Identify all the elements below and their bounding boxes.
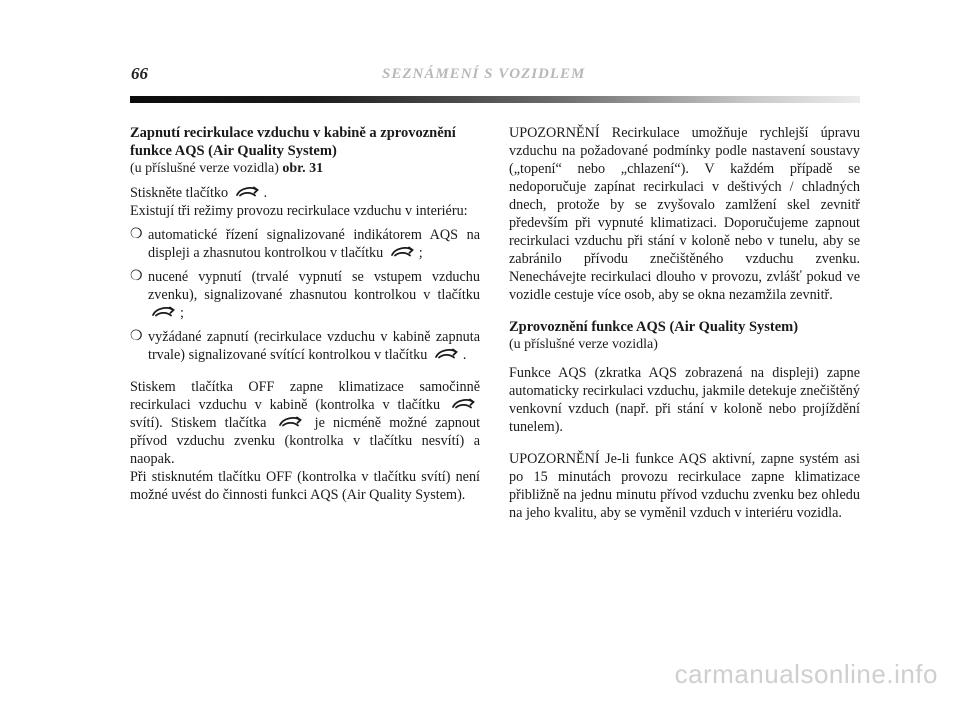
press-text: Stiskněte tlačítko [130,185,229,201]
page-number: 66 [131,64,148,83]
paragraph-text: svítí). Stiskem tlačítka [130,415,267,431]
list-item [130,226,480,262]
warning-aqs: UPOZORNĚNÍ Je-li funkce AQS aktivní, zapne systém asi po 15 minutách provozu recirkulace zapne klimatizace přibližně na jednu minutu přívod vzduchu zvenku bez ohledu na jeho kvalitu, aby se vyměnil vzduch v interiéru vozidla. [509,451,860,521]
left-column [130,124,480,504]
recirculation-icon [150,305,178,318]
list-item-end: . [462,347,467,363]
section-heading-aqs: Zprovoznění funkce AQS (Air Quality System) [509,319,799,335]
list-item-text: nucené vypnutí (trvalé vypnutí se vstupem vzduchu zvenku), signalizované zhasnutou kontrolkou v tlačítku [148,269,480,303]
watermark: carmanualsonline.info [674,659,938,689]
list-item-end: ; [180,305,184,321]
running-head: SEZNÁMENÍ S VOZIDLEM [382,66,586,82]
press-end: . [263,185,268,201]
warning-recirculation: UPOZORNĚNÍ Recirkulace umožňuje rychlejší úpravu vzduchu na požadované podmínky podle nastavení soustavy („topení“ nebo „chlazení“). V každém případě se nedoporučuje zapínat recirkulaci v deštivých / chladných dnech, protože by se zvyšovalo zamlžení skel zevnitř především při vypnuté klimatizaci. Doporučujeme zapnout recirkulaci vzduchu při stání v koloně nebo v tunelu, aby se zabránilo přívodu znečištěného vzduchu zvenku. Nenechávejte recirkulaci dlouho v provozu, zvlášť pokud ve vozidle cestuje více osob, aby se okna nezamžila zevnitř. [509,125,860,303]
version-note: (u příslušné verze vozidla) [509,337,658,352]
figure-reference[interactable]: obr. 31 [282,161,324,176]
section-heading: Zapnutí recirkulace vzduchu v kabině a zprovoznění funkce AQS (Air Quality System) [130,125,456,159]
list-item [130,268,480,322]
off-button-paragraph [130,378,480,468]
recirculation-icon [234,185,262,198]
section-subheading [130,160,480,178]
recirculation-icon [433,347,461,360]
modes-intro: Existují tři režimy provozu recirkulace vzduchu v interiéru: [130,203,468,219]
list-item-text: automatické řízení signalizované indikátorem AQS na displeji a zhasnutou kontrolkou v tlačítku [148,227,480,261]
aqs-paragraph: Funkce AQS (zkratka AQS zobrazená na displeji) zapne automaticky recirkulaci vzduchu, jakmile detekuje znečištěný venkovní vzduch (např. při stání v koloně nebo projíždění tunelem). [509,365,860,435]
paragraph-text: je nicméně možné zapnout přívod vzduchu zvenku (kontrolka v tlačítku nesvítí) a naopak. [130,415,481,467]
version-note: (u příslušné verze vozidla) [130,161,279,176]
list-item [130,328,480,364]
recirculation-icon [450,397,478,410]
list-item-text: vyžádané zapnutí (recirkulace vzduchu v kabině zapnuta trvale) signalizované svítící kontrolkou v tlačítku [148,329,480,363]
recirculation-icon [389,245,417,258]
bullet-icon: ❍ [130,269,143,284]
aqs-off-paragraph: Při stisknutém tlačítku OFF (kontrolka v tlačítku svítí) není možné uvést do činnosti funkci AQS (Air Quality System). [130,469,480,503]
list-item-end: ; [418,245,423,261]
recirculation-icon [277,415,305,428]
press-instruction [130,184,480,202]
bullet-icon: ❍ [130,329,143,344]
paragraph-text: Stiskem tlačítka OFF zapne klimatizace samočinně recirkulaci vzduchu v kabině (kontrolka v tlačítku [130,379,480,413]
header-rule [130,96,860,103]
bullet-icon: ❍ [130,227,143,242]
right-column [509,124,860,522]
